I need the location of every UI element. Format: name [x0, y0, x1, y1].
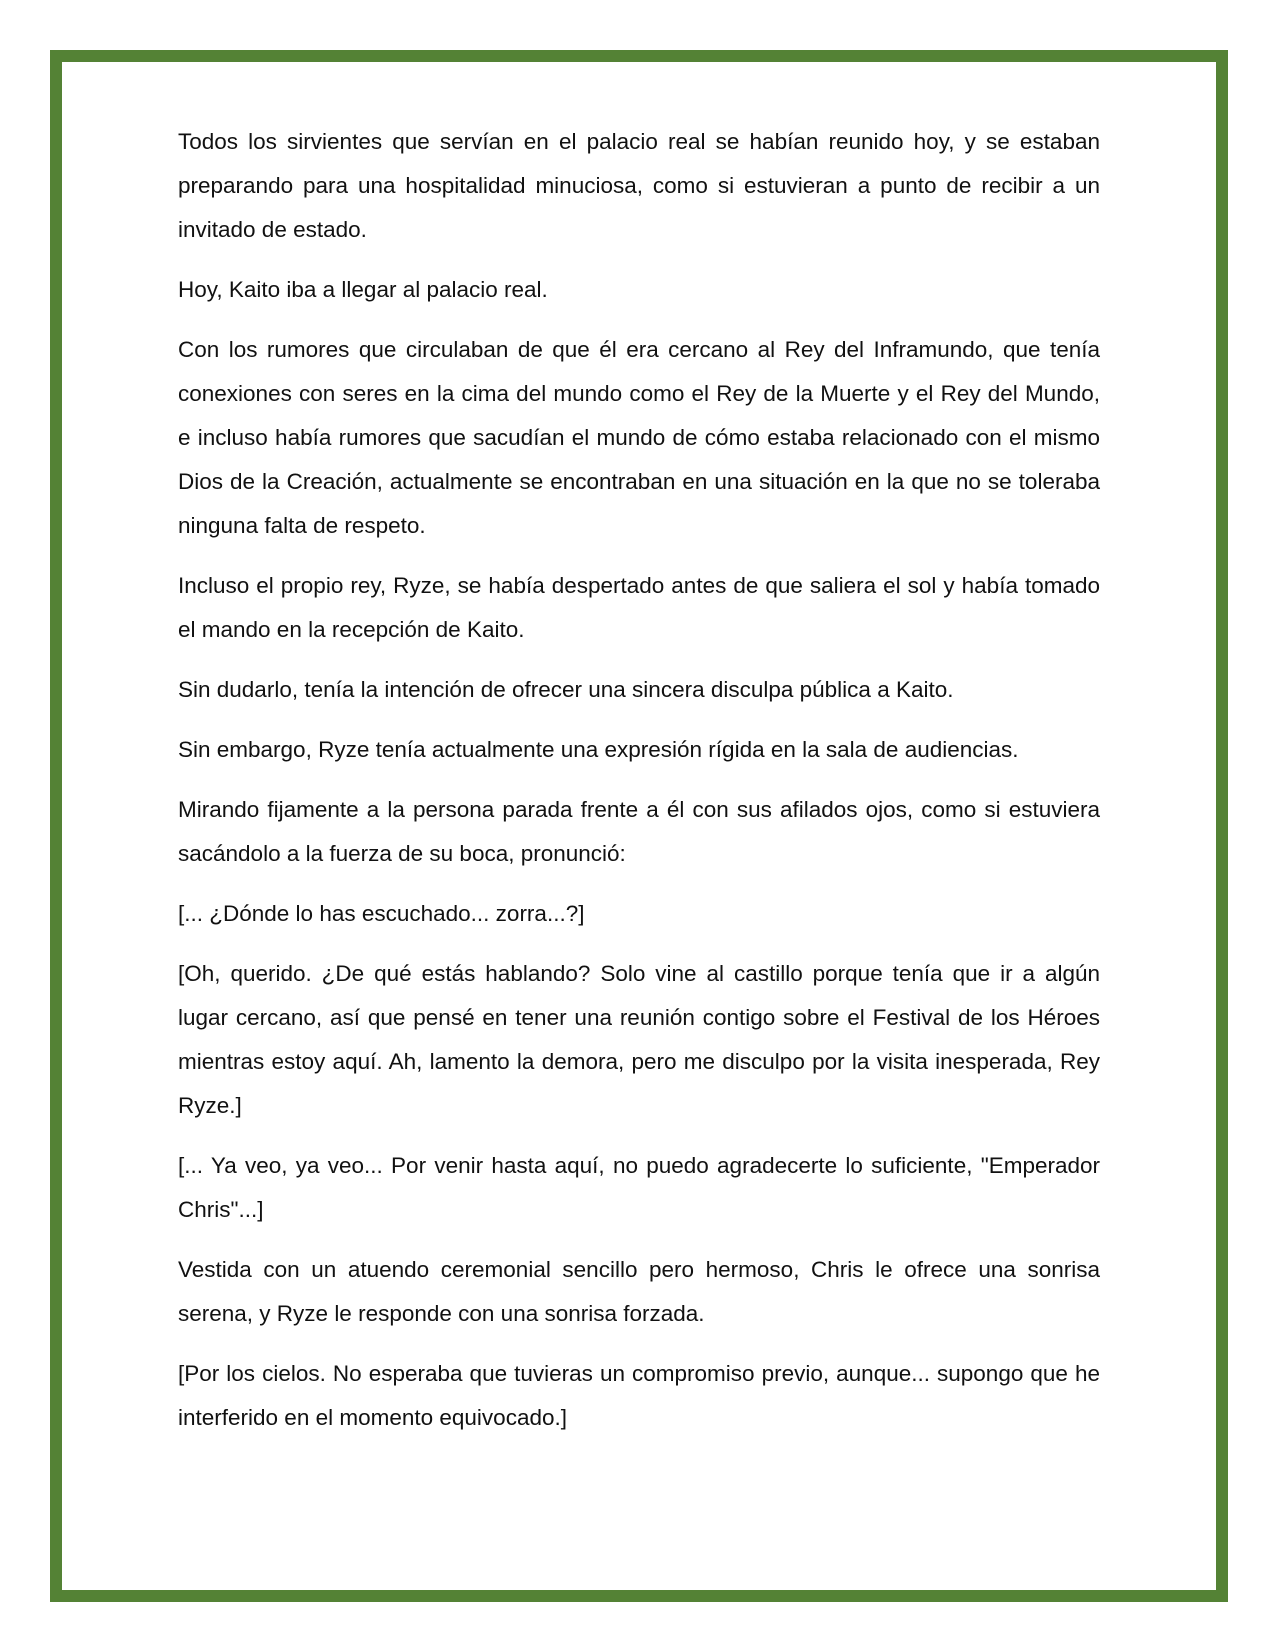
- paragraph: Hoy, Kaito iba a llegar al palacio real.: [178, 277, 548, 302]
- dialogue: [... Ya veo, ya veo... Por venir hasta aquí, no puedo agradecerte lo suficiente, "Emperador Chris"...]: [178, 1153, 1100, 1222]
- paragraph: Mirando fijamente a la persona parada frente a él con sus afilados ojos, como si estuviera sacándolo a la fuerza de su boca, pronunció:: [178, 797, 1100, 866]
- paragraph: Vestida con un atuendo ceremonial sencillo pero hermoso, Chris le ofrece una sonrisa serena, y Ryze le responde con una sonrisa forzada.: [178, 1257, 1100, 1326]
- paragraph: Todos los sirvientes que servían en el palacio real se habían reunido hoy, y se estaban preparando para una hospitalidad minuciosa, como si estuvieran a punto de recibir a un invitado de estado.: [178, 129, 1100, 242]
- document-body: [178, 120, 1100, 1456]
- dialogue: [... ¿Dónde lo has escuchado... zorra...?]: [178, 901, 585, 926]
- paragraph: Con los rumores que circulaban de que él era cercano al Rey del Inframundo, que tenía conexiones con seres en la cima del mundo como el Rey de la Muerte y el Rey del Mundo, e incluso había rumores que sacudían el mundo de cómo estaba relacionado con el mismo Dios de la Creación, actualmente se encontraban en una situación en la que no se toleraba ninguna falta de respeto.: [178, 337, 1100, 538]
- dialogue: [Oh, querido. ¿De qué estás hablando? Solo vine al castillo porque tenía que ir a algún lugar cercano, así que pensé en tener una reunión contigo sobre el Festival de los Héroes mientras estoy aquí. Ah, lamento la demora, pero me disculpo por la visita inesperada, Rey Ryze.]: [178, 961, 1100, 1118]
- paragraph: Incluso el propio rey, Ryze, se había despertado antes de que saliera el sol y había tomado el mando en la recepción de Kaito.: [178, 573, 1100, 642]
- paragraph: Sin dudarlo, tenía la intención de ofrecer una sincera disculpa pública a Kaito.: [178, 677, 954, 702]
- dialogue: [Por los cielos. No esperaba que tuvieras un compromiso previo, aunque... supongo que he interferido en el momento equivocado.]: [178, 1361, 1100, 1430]
- paragraph: Sin embargo, Ryze tenía actualmente una expresión rígida en la sala de audiencias.: [178, 737, 1019, 762]
